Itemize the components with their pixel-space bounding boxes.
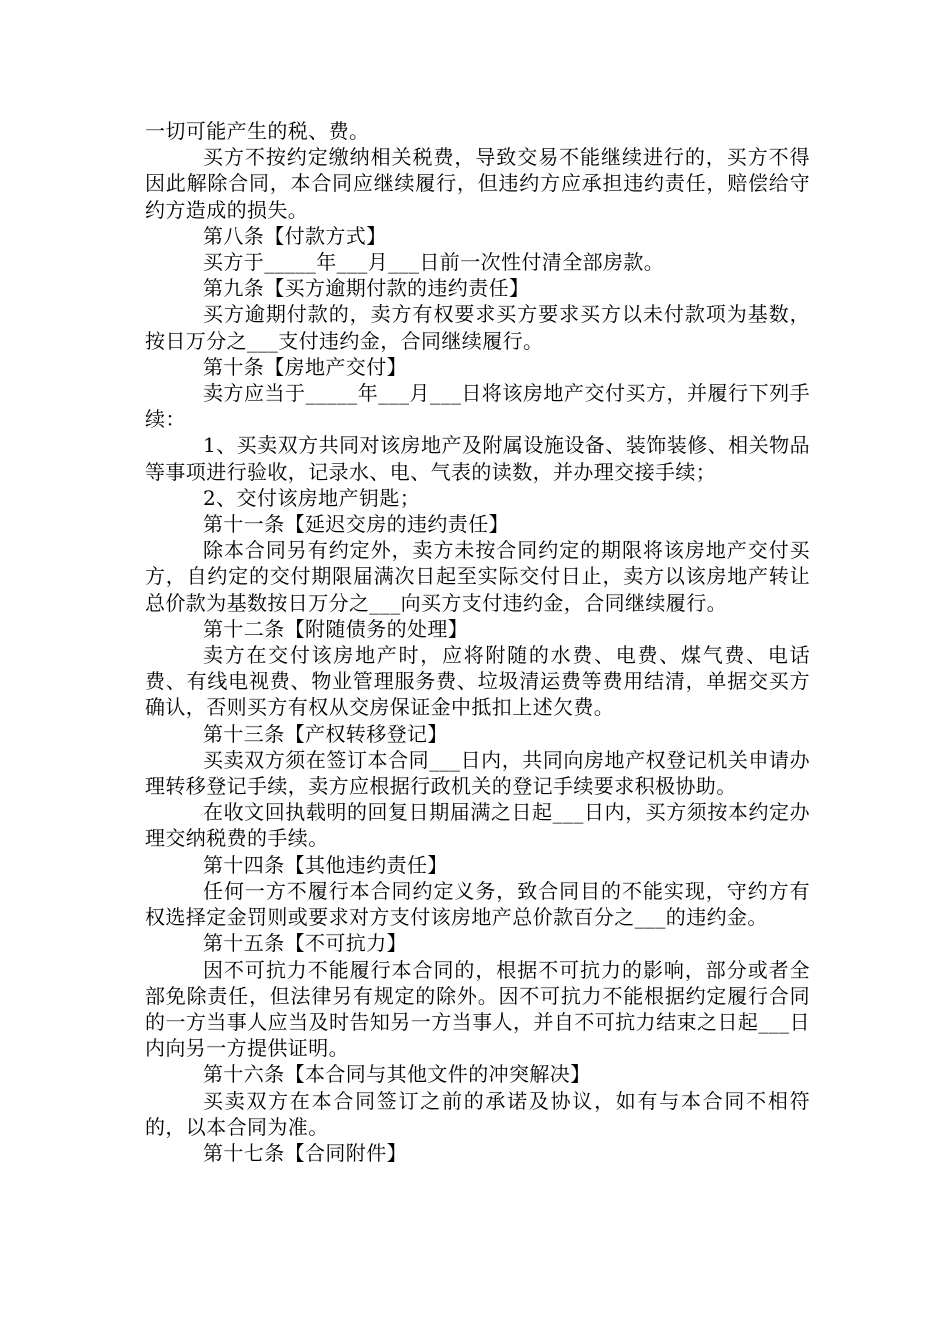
article-heading: 第十五条【不可抗力】 — [203, 931, 407, 956]
paragraph: 因不可抗力不能履行本合同的，根据不可抗力的影响，部分或者全部免除责任，但法律另有规定的除外。因不可抗力不能根据约定履行合同的一方当事人应当及时告知另一方当事人，并自不可抗力结束之日起___日内向另一方提供证明。 — [145, 957, 810, 1061]
article-heading: 第十一条【延迟交房的违约责任】 — [203, 512, 509, 537]
paragraph: 一切可能产生的税、费。 — [145, 119, 370, 143]
paragraph: 卖方应当于_____年___月___日将该房地产交付买方，并履行下列手续： — [145, 381, 810, 432]
paragraph: 买卖双方须在签订本合同___日内，共同向房地产权登记机关申请办理转移登记手续，卖方应根据行政机关的登记手续要求积极协助。 — [145, 747, 810, 799]
paragraph: 卖方在交付该房地产时，应将附随的水费、电费、煤气费、电话费、有线电视费、物业管理服务费、垃圾清运费等费用结清，单据交买方确认，否则买方有权从交房保证金中抵扣上述欠费。 — [145, 643, 810, 720]
paragraph: 买方不按约定缴纳相关税费，导致交易不能继续进行的，买方不得因此解除合同，本合同应继续履行，但违约方应承担违约责任，赔偿给守约方造成的损失。 — [145, 145, 810, 222]
article-heading: 第十条【房地产交付】 — [203, 354, 407, 379]
paragraph: 1、买卖双方共同对该房地产及附属设施设备、装饰装修、相关物品等事项进行验收，记录水、电、气表的读数，并办理交接手续； — [145, 433, 810, 484]
paragraph: 除本合同另有约定外，卖方未按合同约定的期限将该房地产交付买方，自约定的交付期限届满次日起至实际交付日止，卖方以该房地产转让总价款为基数按日万分之___向买方支付违约金，合同继续履行。 — [145, 538, 810, 615]
article-heading: 第十二条【附随债务的处理】 — [203, 616, 469, 641]
paragraph: 任何一方不履行本合同约定义务，致合同目的不能实现，守约方有权选择定金罚则或要求对方支付该房地产总价款百分之___的违约金。 — [145, 878, 810, 930]
paragraph: 买方于_____年___月___日前一次性付清全部房款。 — [203, 250, 665, 275]
paragraph: 买方逾期付款的，卖方有权要求买方要求买方以未付款项为基数，按日万分之___支付违约金，合同继续履行。 — [145, 302, 810, 353]
article-heading: 第八条【付款方式】 — [203, 223, 387, 248]
paragraph: 2、交付该房地产钥匙； — [203, 485, 421, 510]
article-heading: 第十七条【合同附件】 — [203, 1140, 407, 1165]
document-page — [145, 118, 810, 1166]
paragraph: 在收文回执载明的回复日期届满之日起___日内，买方须按本约定办理交纳税费的手续。 — [145, 800, 810, 851]
article-heading: 第十四条【其他违约责任】 — [203, 852, 448, 877]
paragraph: 买卖双方在本合同签订之前的承诺及协议，如有与本合同不相符的，以本合同为准。 — [145, 1088, 810, 1139]
article-heading: 第九条【买方逾期付款的违约责任】 — [203, 276, 530, 301]
article-heading: 第十六条【本合同与其他文件的冲突解决】 — [203, 1062, 591, 1087]
article-heading: 第十三条【产权转移登记】 — [203, 721, 448, 746]
